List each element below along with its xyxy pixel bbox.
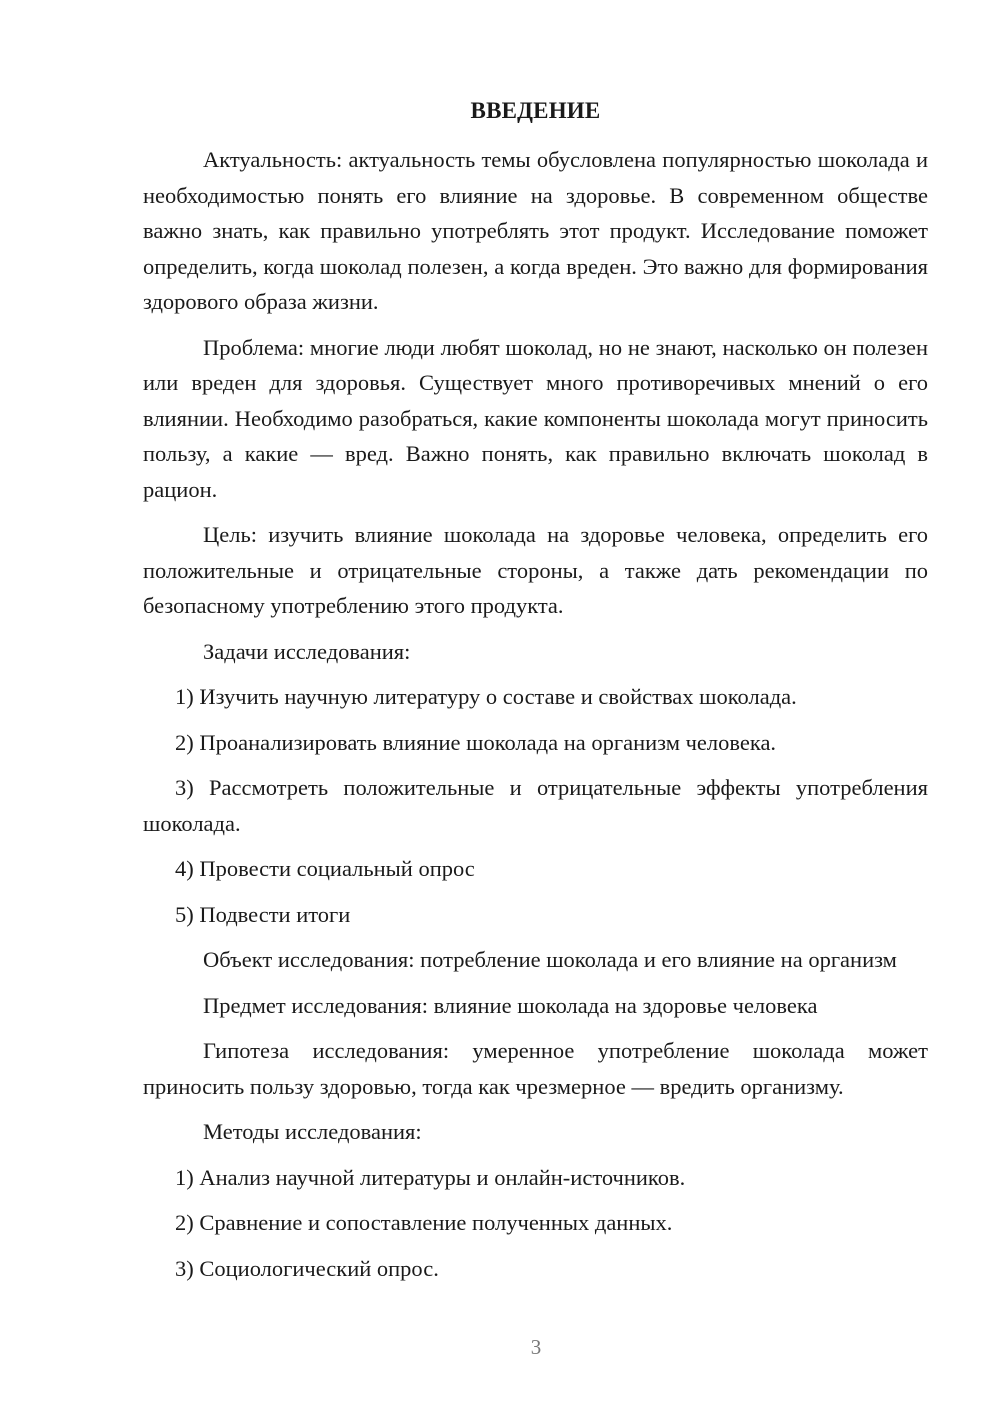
- method-item-3: 3) Социологический опрос.: [175, 1255, 439, 1281]
- page-number: 3: [530, 1335, 542, 1359]
- goal-paragraph: Цель: изучить влияние шоколада на здоровье человека, определить его положительные и отрицательные стороны, а также дать рекомендации по безопасному употреблению этого продукта.: [143, 522, 928, 618]
- relevance-paragraph: Актуальность: актуальность темы обусловлена популярностью шоколада и необходимостью понять его влияние на здоровье. В современном обществе важно знать, как правильно употреблять этот продукт. Исследование поможет определить, когда шоколад полезен, а когда вреден. Это важно для формирования здорового образа жизни.: [143, 147, 928, 314]
- object-paragraph: Объект исследования: потребление шоколада и его влияние на организм: [203, 947, 897, 972]
- task-item-1: 1) Изучить научную литературу о составе и свойствах шоколада.: [175, 684, 797, 709]
- subject-paragraph: Предмет исследования: влияние шоколада на здоровье человека: [203, 992, 818, 1018]
- method-item-1: 1) Анализ научной литературы и онлайн-источников.: [175, 1164, 686, 1190]
- method-item-2: 2) Сравнение и сопоставление полученных данных.: [175, 1210, 673, 1235]
- document-body: [143, 142, 928, 1296]
- methods-heading: Методы исследования:: [203, 1119, 422, 1144]
- hypothesis-paragraph: Гипотеза исследования: умеренное употребление шоколада может приносить пользу здоровью, тогда как чрезмерное — вредить организму.: [143, 1038, 928, 1099]
- task-item-5: 5) Подвести итоги: [175, 901, 351, 927]
- task-item-2: 2) Проанализировать влияние шоколада на организм человека.: [175, 729, 777, 755]
- task-item-4: 4) Провести социальный опрос: [175, 856, 475, 881]
- tasks-heading: Задачи исследования:: [203, 638, 411, 664]
- section-title: ВВЕДЕНИЕ: [470, 98, 601, 123]
- problem-paragraph: Проблема: многие люди любят шоколад, но не знают, насколько он полезен или вреден для здоровья. Существует много противоречивых мнений о его влиянии. Необходимо разобраться, какие компоненты шоколада могут приносить пользу, а какие — вред. Важно понять, как правильно включать шоколад в рацион.: [143, 334, 928, 502]
- task-item-3: 3) Рассмотреть положительные и отрицательные эффекты употребления шоколада.: [143, 775, 928, 836]
